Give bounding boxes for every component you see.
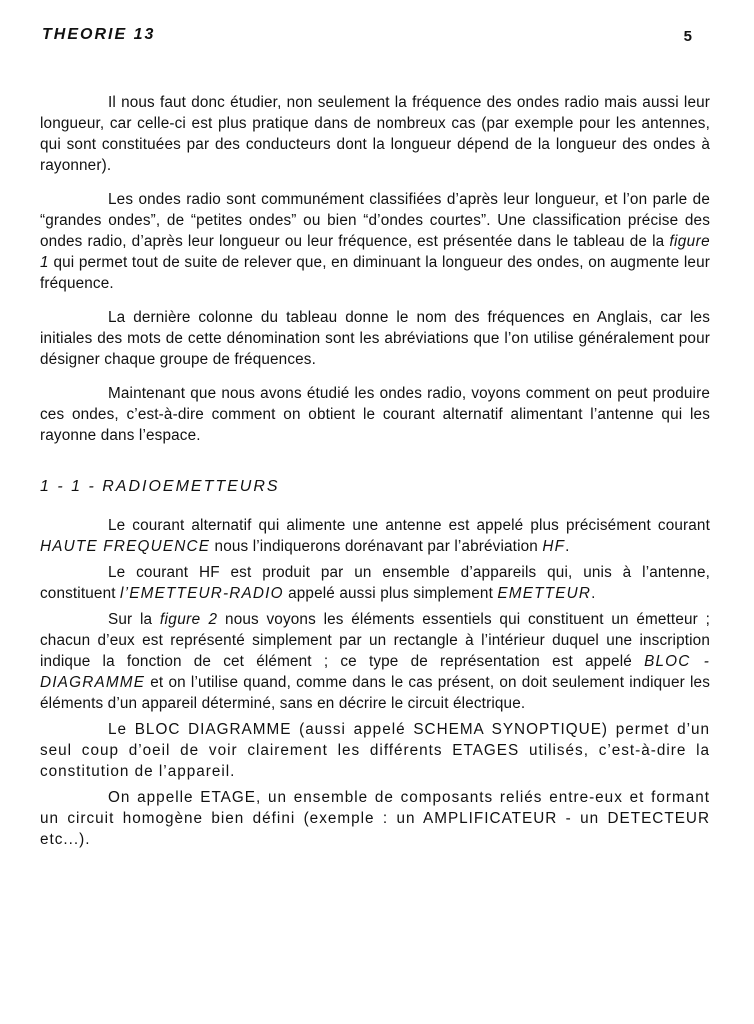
running-title: THEORIE 13 <box>42 26 156 43</box>
paragraph-wave-classification <box>40 189 710 294</box>
text-run: appelé aussi plus simplement <box>283 585 498 602</box>
paragraph-hf-current <box>40 515 710 557</box>
emphasis-term: l’EMETTEUR-RADIO <box>120 585 284 602</box>
text-run: Le courant HF est produit par un ensemble d’appareils qui, unis à l’antenne, constituent <box>40 564 710 602</box>
paragraph-table-columns: La dernière colonne du tableau donne le nom des fréquences en Anglais, car les initiales des mots de cette dénomination sont les abréviations que l’on utilise généralement pour désigner chaque groupe de fréquences. <box>40 309 710 368</box>
text-run: qui permet tout de suite de relever que, en diminuant la longueur des ondes, on augmente leur fréquence. <box>40 254 710 292</box>
text-run: . <box>565 538 570 555</box>
text-run: et on l’utilise quand, comme dans le cas présent, on doit seulement indiquer les éléments d’un appareil déterminé, sans en décrire le circuit électrique. <box>40 674 710 712</box>
section-heading: 1 - 1 - RADIOEMETTEURS <box>40 478 280 495</box>
emphasis-term: BLOC - DIAGRAMME <box>40 653 710 691</box>
emphasis-term: EMETTEUR <box>497 585 592 602</box>
body-text <box>40 92 710 855</box>
text-run: nous voyons les éléments essentiels qui constituent un émetteur ; chacun d’eux est représenté simplement par un rectangle à l’intérieur duquel une inscription indique la fonction de cet élément ; ce type de représentation est appelé <box>40 611 710 670</box>
paragraph-wavelength-intro: Il nous faut donc étudier, non seulement la fréquence des ondes radio mais aussi leur longueur, car celle-ci est plus pratique dans de nombreux cas (par exemple pour les antennes, qui sont constituées par des conducteurs dont la longueur dépend de la longueur des ondes à rayonner). <box>40 94 710 174</box>
paragraph-transition: Maintenant que nous avons étudié les ondes radio, voyons comment on peut produire ces ondes, c’est-à-dire comment on obtient le courant alternatif alimentant l’antenne qui les rayonne dans l’espace. <box>40 385 710 444</box>
paragraph-emetteur <box>40 562 710 604</box>
emphasis-term: HAUTE FREQUENCE <box>40 538 211 555</box>
text-run: nous l’indiquerons dorénavant par l’abréviation <box>210 538 543 555</box>
figure-reference: figure 2 <box>159 611 218 628</box>
emphasis-term: HF <box>542 538 566 555</box>
text-run: Le courant alternatif qui alimente une antenne est appelé plus précisément courant <box>108 517 710 534</box>
paragraph-etage: On appelle ETAGE, un ensemble de composants reliés entre-eux et formant un circuit homogène bien défini (exemple : un AMPLIFICATEUR - un DETECTEUR etc...). <box>40 789 710 848</box>
text-run: Sur la <box>108 611 160 628</box>
text-run: Les ondes radio sont communément classifiées d’après leur longueur, et l’on parle de “grandes ondes”, de “petites ondes” ou bien “d’ondes courtes”. Une classification précise des ondes radio, d’après leur longueur ou leur fréquence, est présentée dans le tableau de la <box>40 191 710 250</box>
page-header <box>42 26 692 48</box>
figure-reference: figure 1 <box>40 233 710 271</box>
paragraph-schema-synoptique: Le BLOC DIAGRAMME (aussi appelé SCHEMA SYNOPTIQUE) permet d’un seul coup d’oeil de voir clairement les différents ETAGES utilisés, c’est-à-dire la constitution de l’appareil. <box>40 721 710 780</box>
paragraph-bloc-diagramme <box>40 609 710 714</box>
page-number: 5 <box>683 28 692 45</box>
text-run: . <box>591 585 596 602</box>
